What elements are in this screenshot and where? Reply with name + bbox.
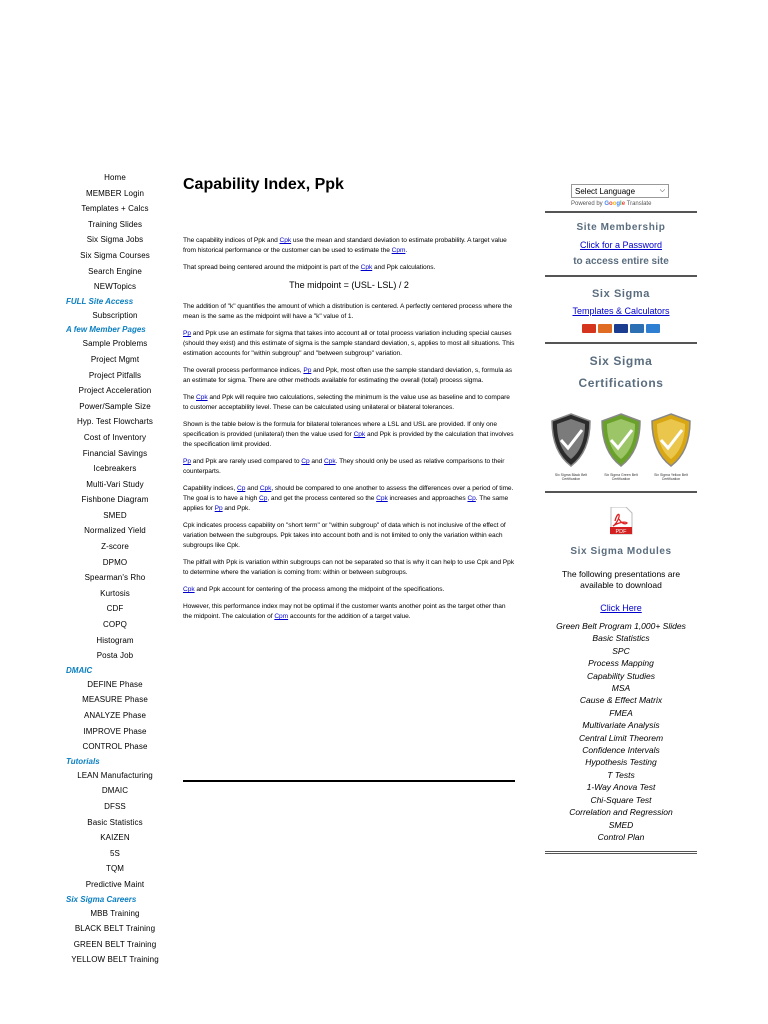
paragraph-text: The (183, 394, 196, 401)
nav-item-multi-vari-study[interactable]: Multi-Vari Study (86, 479, 144, 489)
nav-item-cost-of-inventory[interactable]: Cost of Inventory (83, 432, 147, 442)
paragraph-text: , should be compared to one another to assess the differences over a period of time. The goal is to have a high (183, 485, 514, 502)
nav-item-spearman-s-rho[interactable]: Spearman's Rho (84, 573, 146, 583)
term-link-cpk[interactable]: Cpk (196, 394, 208, 401)
module-item: Chi-Square Test (590, 794, 652, 805)
nav-section-six-sigma-careers: Six Sigma Careers (66, 894, 137, 904)
paragraph-text: . The same applies for (183, 495, 509, 512)
shield-icon (599, 412, 643, 468)
nav-item-kurtosis[interactable]: Kurtosis (100, 588, 130, 598)
nav-item-cdf[interactable]: CDF (106, 604, 124, 614)
midpoint-formula (183, 280, 515, 290)
paragraph-text: and Ppk will require two calculations, selecting the minimum is the value use as baseline and to compare to customer acceptability level. These can be calculated using unilateral or bilateral tolerances. (183, 394, 510, 411)
term-link-cpk[interactable]: Cpk (279, 237, 292, 244)
discover-icon (598, 324, 612, 333)
nav-item-fishbone-diagram[interactable]: Fishbone Diagram (81, 495, 149, 505)
nav-item-yellow-belt-training[interactable]: YELLOW BELT Training (71, 955, 159, 965)
nav-item-templates-calcs[interactable]: Templates + Calcs (81, 204, 149, 214)
nav-item-kaizen[interactable]: KAIZEN (100, 833, 130, 843)
paragraph-text: However, this performance index may not be optimal if the customer wants another point as the target other than the midpoint. The calculation of (183, 603, 506, 620)
nav-item-hyp-test-flowcharts[interactable]: Hyp. Test Flowcharts (76, 417, 154, 427)
shield-icon (649, 412, 693, 468)
module-item: SMED (608, 819, 634, 830)
paragraph-text: increases and approaches (387, 495, 468, 502)
nav-item-histogram[interactable]: Histogram (96, 635, 134, 645)
pdf-icon[interactable] (609, 507, 633, 540)
nav-item-six-sigma-jobs[interactable]: Six Sigma Jobs (86, 235, 144, 245)
paragraph (183, 393, 515, 413)
paragraph-text: and Ppk use an estimate for sigma that takes into account all or total process variation including special causes (should they exist) and this estimate of sigma is the sample standard deviation, s, applies to most all situations. This estimation accounts for "within subgroup" and "between subgroup" variation. (183, 330, 515, 357)
paragraph-text: , and get the process centered so the (267, 495, 377, 502)
module-item: Control Plan (597, 831, 645, 842)
paragraph-text: and Ppk, most often use the sample standard deviation, s, formula as an estimate for sigma. There are other methods available for estimating the overall (total) process sigma. (183, 367, 513, 384)
module-item: 1-Way Anova Test (586, 782, 656, 793)
nav-item-tqm[interactable]: TQM (105, 864, 125, 874)
paragraph-text: Cpk indicates process capability on "short term" or "within subgroup" of data which is not inclusive of the effect of variation between the subgroups. Ppk takes into account both and is not limited to only the variation within each subgroups like Cpk. (183, 522, 506, 549)
paragraph (183, 558, 515, 578)
divider (545, 851, 697, 854)
paragraph-text: The pitfall with Ppk is variation within subgroups can not be separated so that is why it can help to use Cpk and Ppk to determine where the variation is coming from: within or between subgroups. (183, 559, 514, 576)
badge-caption: Six Sigma Black Belt Certification (554, 473, 588, 481)
term-link-cpk[interactable]: Cpk (376, 495, 388, 502)
nav-item-z-score[interactable]: Z-score (101, 542, 129, 552)
paragraph-text: . They should only be used as relative comparisons to their counterparts. (183, 458, 505, 475)
paragraph (183, 521, 515, 551)
nav-item-sample-problems[interactable]: Sample Problems (82, 339, 148, 349)
nav-item-project-pitfalls[interactable]: Project Pitfalls (88, 370, 142, 380)
term-link-cpm[interactable]: Cpm (391, 247, 406, 254)
module-item: Cause & Effect Matrix (579, 695, 663, 706)
module-item: Correlation and Regression (569, 807, 673, 818)
google-logo: Google (604, 201, 626, 207)
certifications-title-2: Certifications (578, 376, 664, 390)
term-link-pp[interactable]: Pp (214, 505, 223, 512)
paragraph-text: That spread being centered around the midpoint is part of the (183, 264, 361, 271)
paragraph (183, 329, 515, 359)
nav-item-dfss[interactable]: DFSS (104, 801, 126, 811)
paragraph-text: The addition of "k" quantifies the amount of which a distribution is centered. A perfectly centered process where the mean is the same as the midpoint will have a "k" value of 1. (183, 303, 513, 320)
nav-item-measure-phase[interactable]: MEASURE Phase (82, 695, 148, 705)
certification-badge[interactable] (647, 412, 695, 481)
certification-badge[interactable] (597, 412, 645, 481)
module-item: FMEA (609, 707, 633, 718)
mastercard-icon (582, 324, 596, 333)
paragraph (183, 420, 515, 450)
nav-item-member-login[interactable]: MEMBER Login (85, 188, 145, 198)
chevron-down-icon: ⌵ (659, 187, 665, 194)
templates-block (545, 277, 697, 333)
nav-item-financial-savings[interactable]: Financial Savings (82, 448, 148, 458)
paragraph-text: and Ppk calculations. (372, 264, 436, 271)
modules-block (545, 493, 697, 843)
nav-item-dmaic[interactable]: DMAIC (101, 786, 129, 796)
modules-title: Six Sigma Modules (570, 546, 672, 557)
term-link-cpk[interactable]: Cpk (353, 431, 366, 438)
language-select-label: Select Language (575, 186, 636, 196)
module-item: Central Limit Theorem (578, 732, 664, 743)
maestro-icon (630, 324, 644, 333)
formula-text: The midpoint = (USL- LSL) / 2 (289, 280, 409, 290)
term-link-pp[interactable]: Pp (303, 367, 312, 374)
certification-badge[interactable] (547, 412, 595, 481)
payment-cards (545, 324, 697, 333)
paragraph-text: and (245, 485, 260, 492)
nav-item-newtopics[interactable]: NEWTopics (93, 282, 137, 292)
term-link-cpm[interactable]: Cpm (274, 613, 289, 620)
paragraph (183, 366, 515, 386)
nav-section-tutorials: Tutorials (66, 756, 100, 766)
nav-item-icebreakers[interactable]: Icebreakers (93, 464, 137, 474)
paragraph-text: accounts for the addition of a target value. (288, 613, 411, 620)
paragraph-text: Capability indices, (183, 485, 237, 492)
term-link-cpk[interactable]: Cpk (183, 586, 195, 593)
nav-item-copq[interactable]: COPQ (103, 620, 127, 630)
nav-item-analyze-phase[interactable]: ANALYZE Phase (83, 711, 147, 720)
access-text: to access entire site (573, 256, 669, 267)
paragraph-text: . (405, 247, 408, 254)
nav-item-project-mgmt[interactable]: Project Mgmt (90, 354, 140, 364)
nav-item-power-sample-size[interactable]: Power/Sample Size (79, 401, 151, 411)
paragraph-text: The overall process performance indices, (183, 367, 304, 374)
term-link-cp[interactable]: Cp (467, 495, 476, 502)
templates-title: Six Sigma (592, 288, 650, 300)
article-body (183, 236, 515, 622)
membership-block (545, 213, 697, 267)
paragraph-text: use the mean and standard deviation to estimate probability. A target value from historical performance or the customer can be used to estimate the (183, 237, 507, 254)
module-item: Hypothesis Testing (585, 757, 657, 768)
nav-item-black-belt-training[interactable]: BLACK BELT Training (74, 924, 156, 934)
nav-item-mbb-training[interactable]: MBB Training (90, 908, 140, 918)
paragraph-text: and Ppk account for centering of the process among the midpoint of the specifications. (194, 586, 445, 593)
term-link-cp[interactable]: Cp (301, 458, 310, 465)
badge-caption: Six Sigma Green Belt Certification (604, 473, 638, 481)
certifications-block (545, 344, 697, 481)
powered-by-label: Powered by (571, 201, 603, 207)
modules-list (545, 620, 697, 843)
nav-item-project-acceleration[interactable]: Project Acceleration (78, 386, 152, 396)
nav-item-smed[interactable]: SMED (103, 510, 127, 520)
module-item: Green Belt Program 1,000+ Slides (556, 621, 686, 631)
translate-label: Translate (626, 201, 652, 207)
paragraph (183, 602, 515, 622)
term-link-cpk[interactable]: Cpk (360, 264, 373, 271)
membership-title: Site Membership (576, 222, 666, 233)
paragraph (183, 585, 515, 595)
nav-item-improve-phase[interactable]: IMPROVE Phase (83, 726, 147, 736)
nav-item-six-sigma-courses[interactable]: Six Sigma Courses (80, 250, 150, 260)
nav-item-home[interactable]: Home (104, 173, 126, 182)
term-link-cp[interactable]: Cp (259, 495, 268, 502)
module-item: Basic Statistics (592, 633, 650, 644)
certification-badges[interactable] (547, 412, 695, 481)
paragraph-text: Shown is the table below is the formula for bilateral tolerances where a LSL and USL are provided. If only one specification is provided (unilateral) then the value used for (183, 421, 497, 438)
paragraph-text: and Ppk. (222, 505, 251, 512)
certifications-title-1: Six Sigma (589, 354, 653, 368)
nav-section-full-site-access: FULL Site Access (66, 296, 134, 306)
left-navigation (62, 170, 168, 968)
templates-link[interactable]: Templates & Calculators (572, 306, 670, 316)
nav-item-green-belt-training[interactable]: GREEN BELT Training (73, 939, 157, 949)
right-sidebar (545, 184, 697, 854)
shield-icon (549, 412, 593, 468)
nav-item-training-slides[interactable]: Training Slides (87, 219, 143, 229)
module-item: MSA (611, 683, 631, 694)
paragraph-text: and Ppk are rarely used compared to (190, 458, 302, 465)
paragraph (183, 457, 515, 477)
google-translate-credit (571, 201, 697, 207)
nav-item-5s[interactable]: 5S (110, 848, 120, 858)
module-item: Confidence Intervals (582, 745, 660, 756)
nav-section-dmaic: DMAIC (66, 665, 93, 675)
amex-icon (646, 324, 660, 333)
nav-item-predictive-maint[interactable]: Predictive Maint (85, 879, 145, 889)
paragraph (183, 236, 515, 256)
module-item: T Tests (607, 769, 635, 780)
click-here-link[interactable]: Click Here (600, 603, 642, 613)
paragraph (183, 302, 515, 322)
nav-item-lean-manufacturing[interactable]: LEAN Manufacturing (77, 770, 153, 780)
term-link-pp[interactable]: Pp (183, 330, 191, 337)
nav-item-control-phase[interactable]: CONTROL Phase (82, 742, 148, 752)
language-select[interactable] (571, 184, 669, 198)
badge-caption: Six Sigma Yellow Belt Certification (654, 473, 688, 481)
nav-item-normalized-yield[interactable]: Normalized Yield (84, 526, 146, 536)
visa-icon (614, 324, 628, 333)
pdf-label: PDF (615, 529, 627, 535)
module-item: Process Mapping (588, 658, 654, 669)
paragraph (183, 484, 515, 514)
nav-item-define-phase[interactable]: DEFINE Phase (87, 679, 143, 689)
nav-item-subscription[interactable]: Subscription (92, 310, 138, 320)
paragraph-text: and (309, 458, 325, 465)
module-item: SPC (612, 645, 630, 656)
term-link-cpk[interactable]: Cpk (324, 458, 336, 465)
nav-item-search-engine[interactable]: Search Engine (88, 266, 142, 276)
nav-section-a-few-member-pages: A few Member Pages (66, 325, 146, 335)
nav-item-dpmo[interactable]: DPMO (102, 557, 128, 567)
term-link-cp[interactable]: Cp (236, 485, 246, 492)
paragraph (183, 263, 515, 273)
modules-intro: The following presentations are available to download (561, 569, 681, 590)
module-item: Multivariate Analysis (582, 720, 660, 731)
paragraph-text: and Ppk is provided by the calculation that involves the specification limit provided. (183, 431, 514, 448)
nav-item-basic-statistics[interactable]: Basic Statistics (87, 817, 143, 827)
term-link-cpk[interactable]: Cpk (259, 485, 272, 492)
term-link-pp[interactable]: Pp (183, 458, 191, 465)
page-title: Capability Index, Ppk (183, 176, 344, 193)
main-content (183, 170, 515, 629)
nav-item-posta-job[interactable]: Posta Job (96, 651, 134, 661)
module-item: Capability Studies (586, 670, 656, 681)
content-divider (183, 780, 515, 782)
paragraph-text: The capability indices of Ppk and (183, 237, 280, 244)
password-link[interactable]: Click for a Password (579, 240, 663, 250)
